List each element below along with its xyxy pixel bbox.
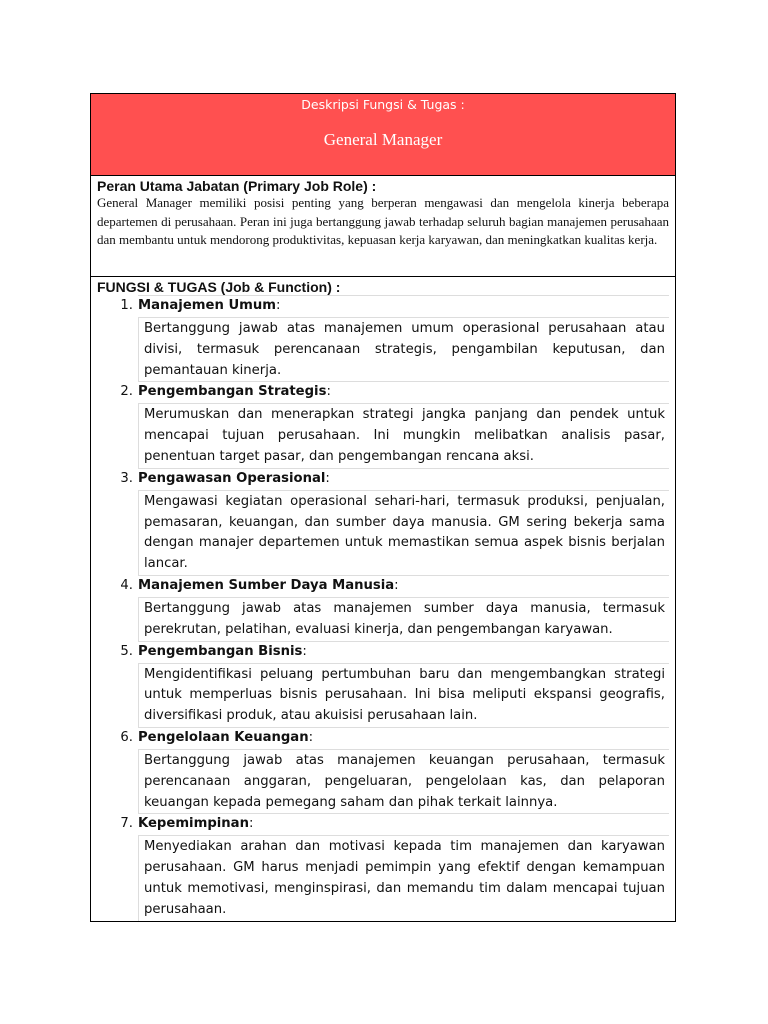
primary-role-section bbox=[91, 176, 675, 277]
function-description: Bertanggung jawab atas manajemen keuangan perusahaan, termasuk perencanaan anggaran, pengeluaran, pengelolaan kas, dan pelaporan keuangan kepada pemegang saham dan pihak terkait lainnya. bbox=[138, 749, 669, 813]
function-name: Manajemen Sumber Daya Manusia bbox=[138, 577, 395, 593]
function-description: Bertanggung jawab atas manajemen sumber daya manusia, termasuk perekrutan, pelatihan, evaluasi kinerja, dan pengembangan karyawan. bbox=[138, 597, 669, 641]
header-subtitle: Deskripsi Fungsi & Tugas : bbox=[301, 97, 465, 112]
functions-section bbox=[91, 277, 675, 921]
function-item bbox=[97, 727, 669, 813]
function-description: Menyediakan arahan dan motivasi kepada tim manajemen dan karyawan perusahaan. GM harus menjadi pemimpin yang efektif dengan kemampuan untuk memotivasi, menginspirasi, dan memandu tim dalam mencapai tujuan perusahaan. bbox=[138, 835, 669, 920]
function-name: Pengembangan Bisnis bbox=[138, 643, 303, 659]
function-description: Mengawasi kegiatan operasional sehari-hari, termasuk produksi, penjualan, pemasaran, keuangan, dan sumber daya manusia. GM sering bekerja sama dengan manajer departemen untuk memastikan semua aspek bisnis berjalan lancar. bbox=[138, 490, 669, 575]
function-item bbox=[97, 641, 669, 727]
function-item bbox=[97, 468, 669, 575]
function-item-header bbox=[120, 727, 669, 749]
function-number: 7. bbox=[120, 816, 133, 832]
function-item bbox=[97, 295, 669, 381]
function-number: 3. bbox=[120, 470, 133, 486]
function-description: Mengidentifikasi peluang pertumbuhan baru dan mengembangkan strategi untuk memperluas bisnis perusahaan. Ini bisa meliputi ekspansi geografis, diversifikasi produk, atau akuisisi perusahaan lain. bbox=[138, 663, 669, 727]
function-name: Pengelolaan Keuangan bbox=[138, 729, 309, 745]
function-colon: : bbox=[394, 577, 399, 593]
function-name: Manajemen Umum bbox=[138, 298, 277, 313]
function-number: 2. bbox=[120, 384, 133, 400]
function-number: 4. bbox=[120, 577, 133, 593]
function-number: 6. bbox=[120, 729, 133, 745]
function-name: Kepemimpinan bbox=[138, 816, 249, 832]
role-heading: Peran Utama Jabatan (Primary Job Role) : bbox=[97, 178, 377, 194]
function-colon: : bbox=[248, 816, 254, 832]
function-item-header bbox=[120, 381, 669, 403]
function-item-header bbox=[120, 641, 669, 663]
function-description: Merumuskan dan menerapkan strategi jangka panjang dan pendek untuk mencapai tujuan perusahaan. Ini mungkin melibatkan analisis pasar, penentuan target pasar, dan pengembangan rencana aksi. bbox=[138, 403, 669, 467]
function-colon: : bbox=[325, 470, 330, 486]
function-number: 1. bbox=[120, 298, 133, 313]
function-colon: : bbox=[308, 729, 314, 745]
function-number: 5. bbox=[120, 643, 133, 659]
function-item bbox=[97, 381, 669, 467]
functions-heading: FUNGSI & TUGAS (Job & Function) : bbox=[97, 279, 341, 295]
function-name: Pengawasan Operasional bbox=[138, 470, 326, 486]
function-item bbox=[97, 813, 669, 920]
role-text: General Manager memiliki posisi penting yang berperan mengawasi dan mengelola kinerja beberapa departemen di perusahaan. Peran ini juga bertanggung jawab terhadap seluruh bagian manajemen perusahaan dan membantu untuk mendorong produktivitas, kepuasan kerja karyawan, dan meningkatkan kualitas kerja. bbox=[97, 195, 669, 247]
function-item-header bbox=[120, 813, 669, 835]
job-description-box bbox=[90, 93, 676, 922]
function-item bbox=[97, 575, 669, 641]
function-item-header bbox=[120, 575, 669, 597]
function-name: Pengembangan Strategis bbox=[138, 384, 327, 400]
function-item-header bbox=[120, 468, 669, 490]
function-colon: : bbox=[302, 643, 307, 659]
job-title: General Manager bbox=[323, 130, 443, 149]
function-item-header bbox=[120, 295, 669, 317]
function-colon: : bbox=[326, 384, 331, 400]
function-description: Bertanggung jawab atas manajemen umum operasional perusahaan atau divisi, termasuk perencanaan strategis, pengambilan keputusan, dan pemantauan kinerja. bbox=[138, 317, 669, 381]
header-banner bbox=[91, 94, 675, 176]
function-colon: : bbox=[276, 298, 281, 313]
functions-list bbox=[97, 295, 669, 921]
